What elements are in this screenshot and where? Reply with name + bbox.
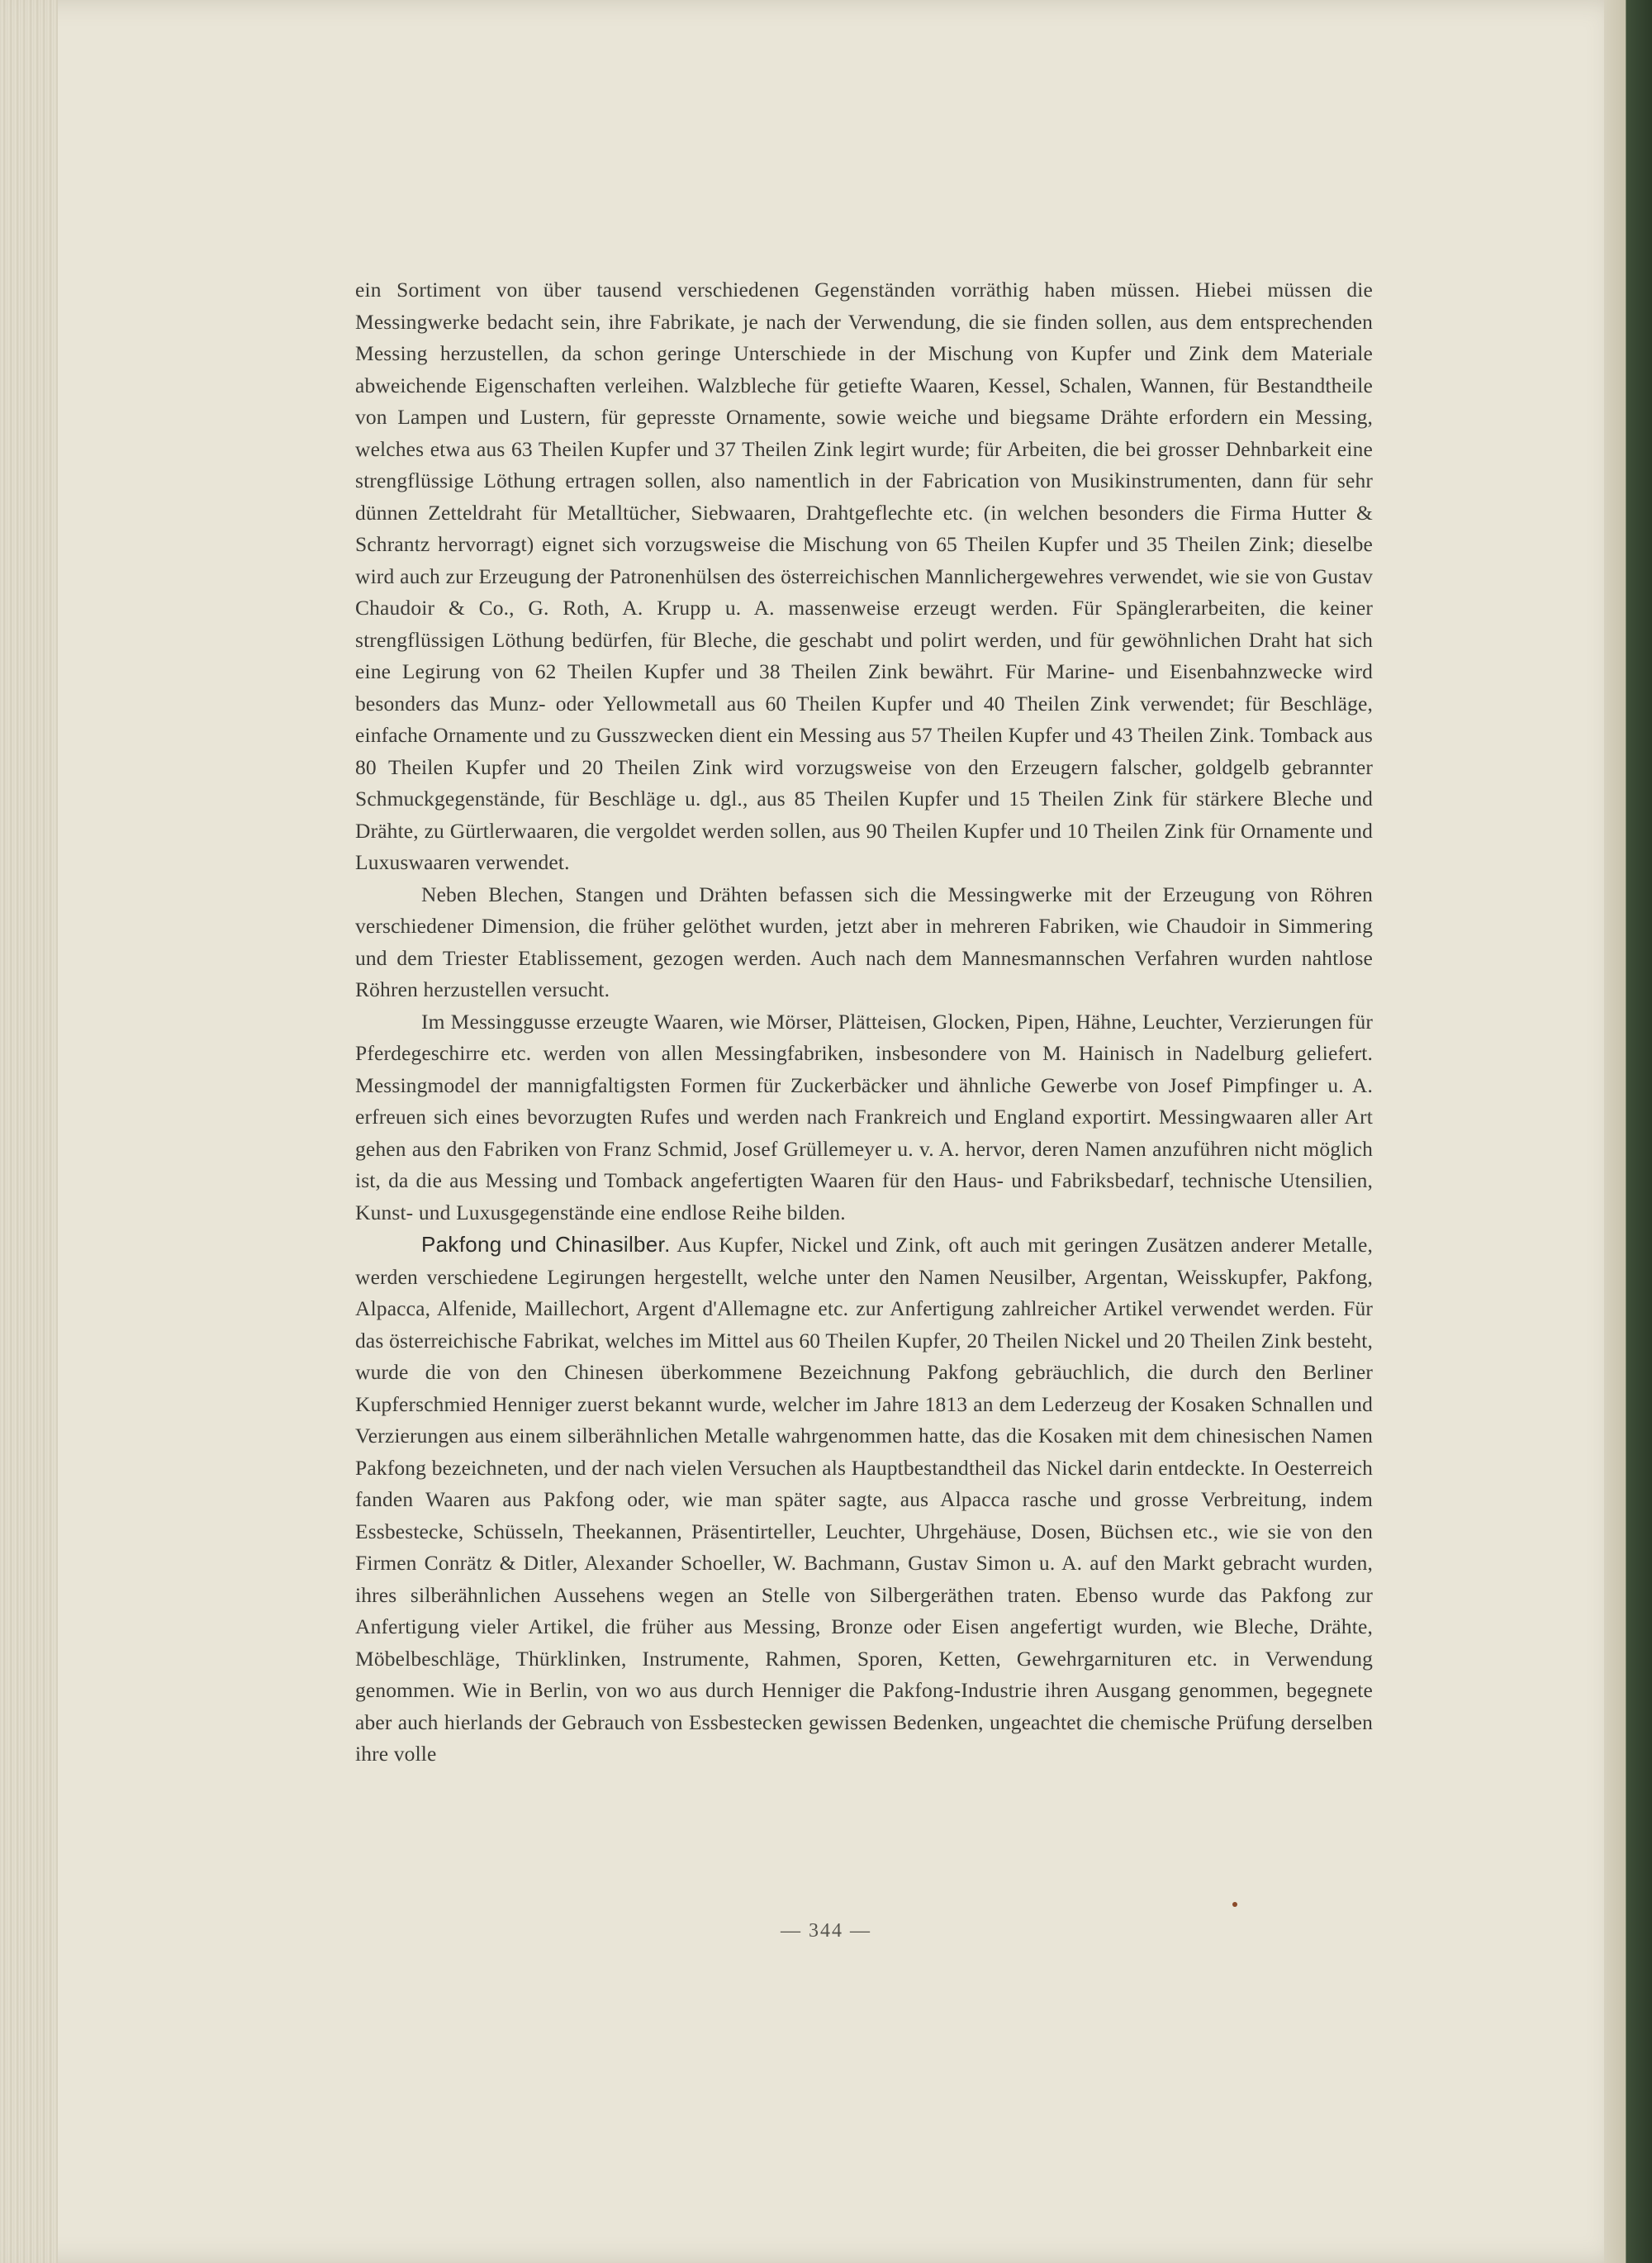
paragraph-4 [355, 1229, 1373, 1771]
paragraph-text: ein Sortiment von über tausend verschiedenen Gegenständen vorräthig haben müssen. Hiebei müssen die Messingwerke bedacht sein, ihre Fabrikate, je nach der Verwendung, die sie finden sollen, aus dem entsprechenden Messing herzustellen, da schon geringe Unterschiede in der Mischung von Kupfer und Zink dem Materiale abweichende Eigenschaften verleihen. Walzbleche für getiefte Waaren, Kessel, Schalen, Wannen, für Bestandtheile von Lampen und Lustern, für gepresste Ornamente, sowie weiche und biegsame Drähte erfordern ein Messing, welches etwa aus 63 Theilen Kupfer und 37 Theilen Zink legirt wurde; für Arbeiten, die bei grosser Dehnbarkeit eine strengflüssige Löthung ertragen sollen, also namentlich in der Fabrication von Musikinstrumenten, dann für sehr dünnen Zetteldraht für Metalltücher, Siebwaaren, Drahtgeflechte etc. (in welchen besonders die Firma Hutter & Schrantz hervorragt) eignet sich vorzugsweise die Mischung von 65 Theilen Kupfer und 35 Theilen Zink; dieselbe wird auch zur Erzeugung der Patronenhülsen des österreichischen Mannlichergewehres verwendet, wie sie von Gustav Chaudoir & Co., G. Roth, A. Krupp u. A. massenweise erzeugt werden. Für Spänglerarbeiten, die keiner strengflüssigen Löthung bedürfen, für Bleche, die geschabt und polirt werden, und für gewöhnlichen Draht hat sich eine Legirung von 62 Theilen Kupfer und 38 Theilen Zink bewährt. Für Marine- und Eisenbahnzwecke wird besonders das Munz- oder Yellowmetall aus 60 Theilen Kupfer und 40 Theilen Zink verwendet; für Beschläge, einfache Ornamente und zu Gusszwecken dient ein Messing aus 57 Theilen Kupfer und 43 Theilen Zink. Tomback aus 80 Theilen Kupfer und 20 Theilen Zink wird vorzugsweise von den Erzeugern falscher, goldgelb gebrannter Schmuckgegenstände, für Beschläge u. dgl., aus 85 Theilen Kupfer und 15 Theilen Zink für stärkere Bleche und Drähte, zu Gürtlerwaaren, die vergoldet werden sollen, aus 90 Theilen Kupfer und 10 Theilen Zink für Ornamente und Luxuswaaren verwendet. [355, 278, 1373, 874]
section-heading: Pakfong und Chinasilber. [421, 1232, 671, 1257]
body-text [355, 274, 1373, 1771]
paragraph-text: Neben Blechen, Stangen und Drähten befassen sich die Messingwerke mit der Erzeugung von Röhren verschiedener Dimension, die früher gelöthet wurden, jetzt aber in mehreren Fabriken, wie Chaudoir in Simmering und dem Triester Etablissement, gezogen werden. Auch nach dem Mannesmannschen Verfahren wurden nahtlose Röhren herzustellen versucht. [355, 882, 1373, 1001]
paragraph-3 [355, 1006, 1373, 1229]
paragraph-text: Im Messinggusse erzeugte Waaren, wie Mörser, Plätteisen, Glocken, Pipen, Hähne, Leuchter, Verzierungen für Pferdegeschirre etc. werden von allen Messingfabriken, insbesondere von M. Hainisch in Nadelburg geliefert. Messingmodel der mannigfaltigsten Formen für Zuckerbäcker und ähnliche Gewerbe von Josef Pimpfinger u. A. erfreuen sich eines bevorzugten Rufes und werden nach Frankreich und England exportirt. Messingwaaren aller Art gehen aus den Fabriken von Franz Schmid, Josef Grüllemeyer u. v. A. hervor, deren Namen anzuführen nicht möglich ist, da die aus Messing und Tomback angefertigten Waaren für den Haus- und Fabriksbedarf, technische Utensilien, Kunst- und Luxusgegenstände eine endlose Reihe bilden. [355, 1009, 1373, 1224]
paper-speck [1232, 1902, 1237, 1907]
page-number: — 344 — [781, 1920, 871, 1942]
paragraph-2 [355, 879, 1373, 1006]
paragraph-1 [355, 274, 1373, 879]
paragraph-text: Aus Kupfer, Nickel und Zink, oft auch mit geringen Zusätzen anderer Metalle, werden verschiedene Legirungen hergestellt, welche unter den Namen Neusilber, Argentan, Weisskupfer, Pakfong, Alpacca, Alfenide, Maillechort, Argent d'Allemagne etc. zur Anfertigung zahlreicher Artikel verwendet werden. Für das österreichische Fabrikat, welches im Mittel aus 60 Theilen Kupfer, 20 Theilen Nickel und 20 Theilen Zink besteht, wurde die von den Chinesen überkommene Bezeichnung Pakfong gebräuchlich, die durch den Berliner Kupferschmied Henniger zuerst bekannt wurde, welcher im Jahre 1813 an dem Lederzeug der Kosaken Schnallen und Verzierungen aus einem silberähnlichen Metalle wahrgenommen hatte, das die Kosaken mit dem chinesischen Namen Pakfong bezeichneten, und der nach vielen Versuchen als Hauptbestandtheil das Nickel darin entdeckte. In Oesterreich fanden Waaren aus Pakfong oder, wie man später sagte, aus Alpacca rasche und grosse Verbreitung, indem Essbestecke, Schüsseln, Theekannen, Präsentirteller, Leuchter, Uhrgehäuse, Dosen, Büchsen etc., wie sie von den Firmen Conrätz & Ditler, Alexander Schoeller, W. Bachmann, Gustav Simon u. A. auf den Markt gebracht wurden, ihres silberähnlichen Aussehens wegen an Stelle von Silbergeräthen traten. Ebenso wurde das Pakfong zur Anfertigung vieler Artikel, die früher aus Messing, Bronze oder Eisen angefertigt wurden, wie Bleche, Drähte, Möbelbeschläge, Thürklinken, Instrumente, Rahmen, Sporen, Ketten, Gewehrgarnituren etc. in Verwendung genommen. Wie in Berlin, von wo aus durch Henniger die Pakfong-Industrie ihren Ausgang genommen, begegnete aber auch hierlands der Gebrauch von Essbestecken gewissen Bedenken, ungeachtet die chemische Prüfung derselben ihre volle [355, 1233, 1373, 1766]
